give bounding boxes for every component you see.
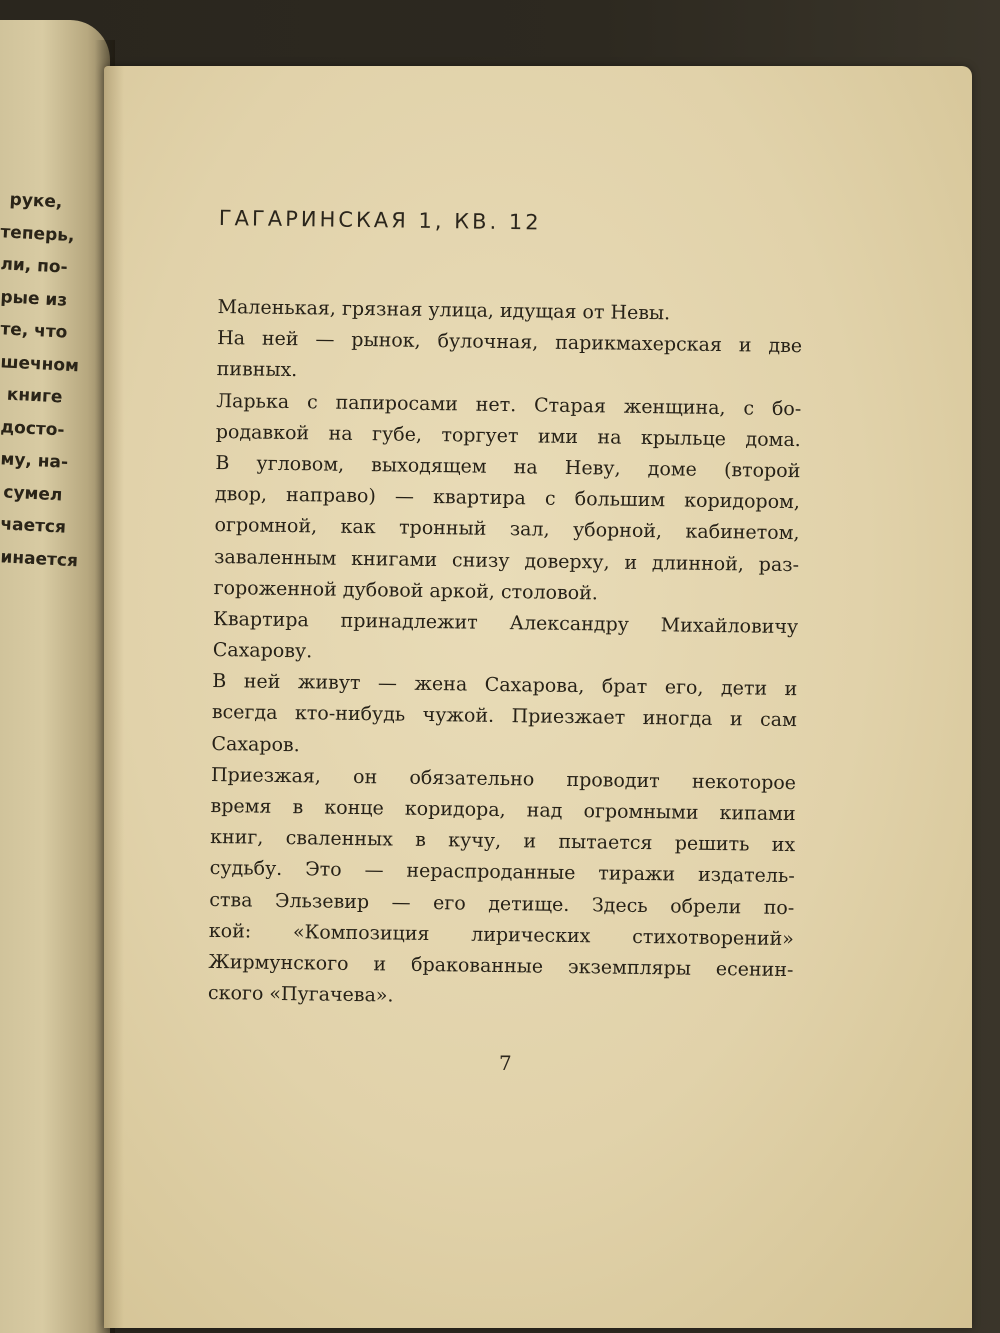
- text-line: гороженной дубовой аркой, столовой.: [213, 576, 599, 605]
- text-line: Сахарову.: [212, 639, 313, 663]
- left-page-line: чается: [0, 514, 67, 538]
- left-page-line: инается: [0, 546, 79, 571]
- left-page-line: рые из: [0, 286, 68, 311]
- text-line: Квартира принадлежит Александру Михайловичу: [213, 607, 799, 639]
- left-page-line: те, что: [0, 319, 68, 343]
- text-line: кой: «Композиция лирических стихотворений»: [208, 919, 794, 950]
- text-line: На ней — рынок, булочная, парикмахерская и две: [217, 327, 803, 358]
- body-text: [208, 292, 803, 1017]
- right-page: [104, 66, 972, 1328]
- text-line: В угловом, выходящем на Неву, доме (второй: [215, 451, 801, 483]
- page-edge-shadow: [104, 66, 124, 1328]
- left-page-line: сумел: [2, 481, 63, 505]
- text-line: Приезжая, он обязательно проводит некоторое: [210, 763, 797, 794]
- left-page-line: книге: [6, 384, 63, 408]
- text-line: время в конце коридора, над огромными кипами: [210, 794, 796, 826]
- text-line: ства Эльзевир — его детище. Здесь обрели по-: [209, 888, 795, 919]
- text-line: Сахаров.: [211, 732, 300, 756]
- left-page-line: му, на-: [0, 449, 69, 473]
- left-page-line: шечном: [0, 351, 80, 376]
- text-line: двор, направо) — квартира с большим коридором,: [214, 483, 801, 514]
- text-line: пивных.: [216, 358, 298, 382]
- text-line: всегда кто-нибудь чужой. Приезжает иногда и сам: [211, 701, 798, 732]
- left-page-line: руке,: [9, 189, 63, 213]
- page-content: [208, 206, 804, 1017]
- left-page-line: досто-: [0, 416, 65, 441]
- left-page: [0, 20, 110, 1333]
- left-page-line: теперь,: [0, 221, 75, 246]
- left-page-text: [0, 189, 110, 585]
- text-line: родавкой на губе, торгует ими на крыльце дома.: [215, 420, 801, 451]
- text-line: ского «Пугачева».: [207, 982, 394, 1007]
- text-line: судьбу. Это — нераспроданные тиражи издатель-: [209, 857, 795, 888]
- text-line: В ней живут — жена Сахарова, брат его, дети и: [212, 670, 798, 701]
- text-line: Жирмунского и бракованные экземпляры есенин-: [208, 950, 794, 982]
- text-line: огромной, как тронный зал, уборной, кабинетом,: [214, 514, 800, 545]
- text-line: Ларька с папиросами нет. Старая женщина, с бо-: [216, 389, 802, 420]
- text-line: книг, сваленных в кучу, и пытается решить их: [210, 826, 796, 857]
- left-page-line: ли, по-: [0, 254, 69, 278]
- chapter-heading: ГАГАРИНСКАЯ 1, КВ. 12: [218, 206, 542, 235]
- text-line: Маленькая, грязная улица, идущая от Невы.: [217, 295, 671, 325]
- text-line: заваленным книгами снизу доверху, и длинной, раз-: [213, 545, 800, 576]
- page-number: 7: [499, 1051, 512, 1075]
